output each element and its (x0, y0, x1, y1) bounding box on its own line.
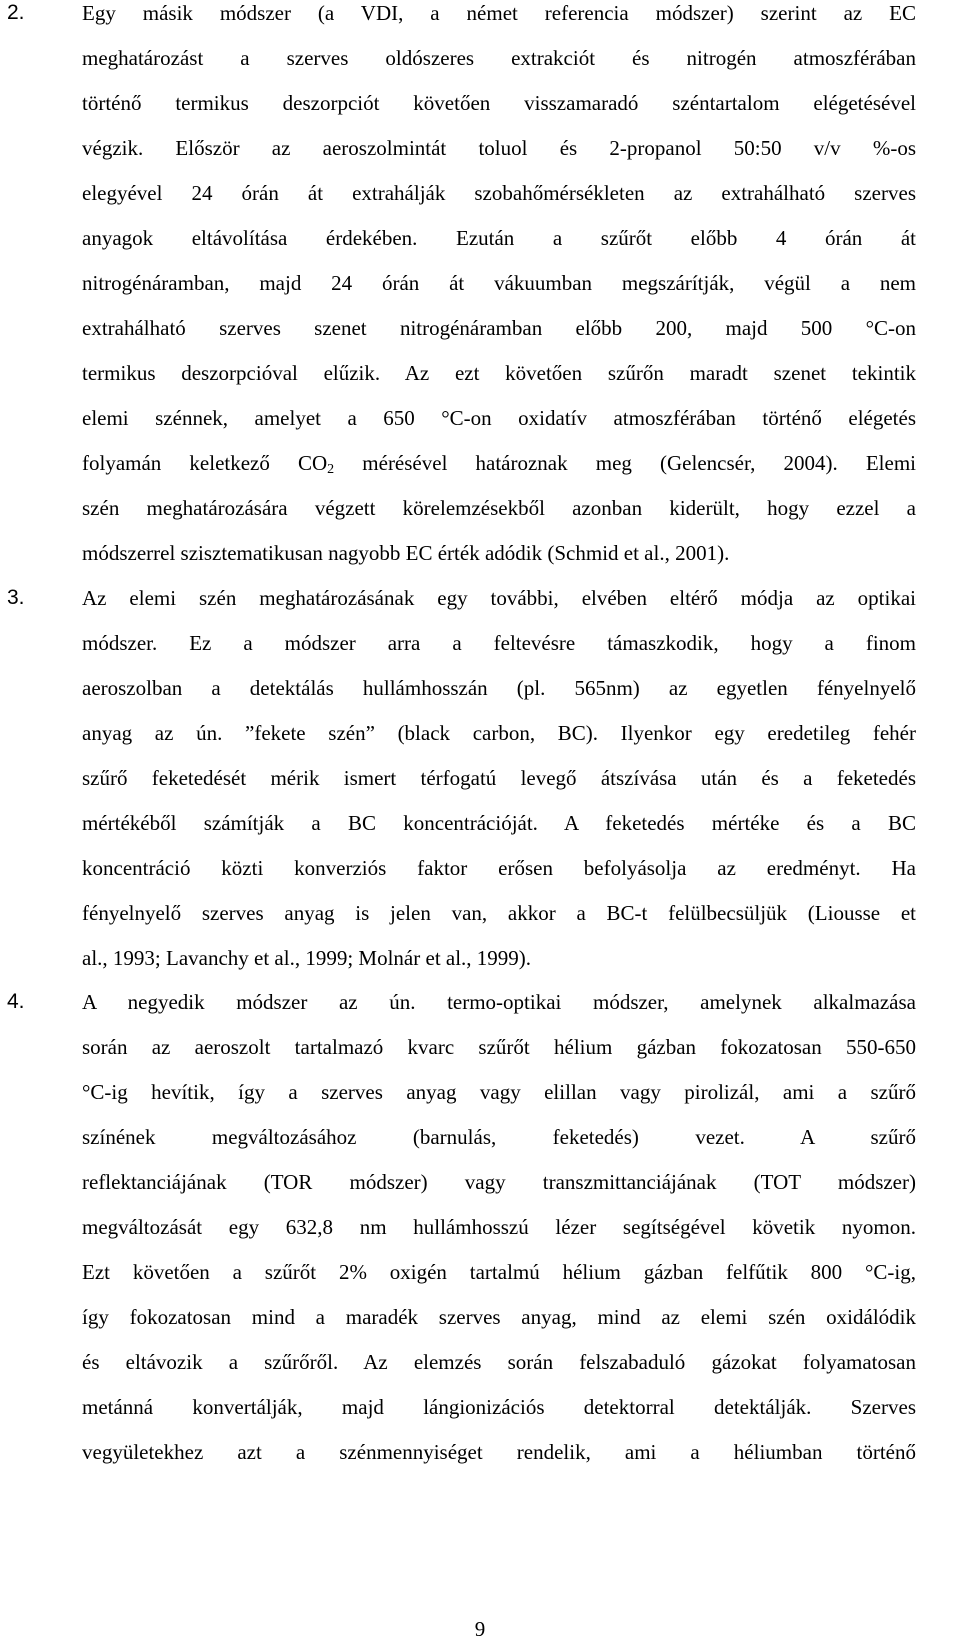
subscript: 2 (327, 462, 335, 477)
text-line: Ezt követően a szűrőt 2% oxigén tartalmú hélium gázban felfűtik 800 °C-ig, (82, 1260, 916, 1284)
text-line: °C-ig hevítik, így a szerves anyag vagy elillan vagy pirolizál, ami a szűrő (82, 1080, 916, 1104)
text-line: Az elemi szén meghatározásának egy további, elvében eltérő módja az optikai (82, 586, 916, 610)
text-line: metánná konvertálják, majd lángionizációs detektorral detektálják. Szerves (82, 1395, 916, 1419)
text-line-part: folyamán keletkező CO (82, 451, 328, 475)
text-line: A negyedik módszer az ún. termo-optikai módszer, amelynek alkalmazása (82, 990, 916, 1014)
text-line: színének megváltozásához (barnulás, feketedés) vezet. A szűrő (82, 1125, 916, 1149)
list-item-number: 3. (7, 586, 25, 609)
text-line: al., 1993; Lavanchy et al., 1999; Molnár et al., 1999). (82, 946, 532, 970)
text-line: reflektanciájának (TOR módszer) vagy transzmittanciájának (TOT módszer) (82, 1170, 916, 1194)
list-item-number: 4. (7, 990, 25, 1013)
text-line: termikus deszorpcióval elűzik. Az ezt követően szűrőn maradt szenet tekintik (82, 361, 916, 385)
text-line: és eltávozik a szűrőről. Az elemzés során felszabaduló gázokat folyamatosan (82, 1350, 916, 1374)
text-line: meghatározást a szerves oldószeres extrakciót és nitrogén atmoszférában (82, 46, 916, 70)
page-number: 9 (474, 1617, 486, 1641)
text-line: vegyületekhez azt a szénmennyiséget rendelik, ami a héliumban történő (82, 1440, 916, 1464)
text-line: anyagok eltávolítása érdekében. Ezután a szűrőt előbb 4 órán át (82, 226, 916, 250)
text-line: aeroszolban a detektálás hullámhosszán (pl. 565nm) az egyetlen fényelnyelő (82, 676, 916, 700)
text-line: extrahálható szerves szenet nitrogénáramban előbb 200, majd 500 °C-on (82, 316, 916, 340)
text-line: szén meghatározására végzett körelemzésekből azonban kiderült, hogy ezzel a (82, 496, 916, 520)
text-line: nitrogénáramban, majd 24 órán át vákuumban megszárítják, végül a nem (82, 271, 916, 295)
text-line: során az aeroszolt tartalmazó kvarc szűrőt hélium gázban fokozatosan 550-650 (82, 1035, 916, 1059)
text-line-part: mérésével határoznak meg (Gelencsér, 2004). Elemi (334, 451, 916, 475)
text-line: fényelnyelő szerves anyag is jelen van, akkor a BC-t felülbecsüljük (Liousse et (82, 901, 916, 925)
text-line: történő termikus deszorpciót követően visszamaradó széntartalom elégetésével (82, 91, 916, 115)
text-line: elemi szénnek, amelyet a 650 °C-on oxidatív atmoszférában történő elégetés (82, 406, 916, 430)
text-line: megváltozását egy 632,8 nm hullámhosszú lézer segítségével követik nyomon. (82, 1215, 916, 1239)
text-line (82, 440, 916, 486)
text-line: módszer. Ez a módszer arra a feltevésre támaszkodik, hogy a finom (82, 631, 916, 655)
text-line: anyag az ún. ”fekete szén” (black carbon, BC). Ilyenkor egy eredetileg fehér (82, 721, 916, 745)
text-line: így fokozatosan mind a maradék szerves anyag, mind az elemi szén oxidálódik (82, 1305, 916, 1329)
text-line: végzik. Először az aeroszolmintát toluol és 2-propanol 50:50 v/v %-os (82, 136, 916, 160)
text-line: elegyével 24 órán át extrahálják szobahőmérsékleten az extrahálható szerves (82, 181, 916, 205)
text-line: koncentráció közti konverziós faktor erősen befolyásolja az eredményt. Ha (82, 856, 916, 880)
text-line: mértékéből számítják a BC koncentrációját. A feketedés mértéke és a BC (82, 811, 916, 835)
text-line: módszerrel szisztematikusan nagyobb EC érték adódik (Schmid et al., 2001). (82, 541, 730, 565)
text-line: szűrő feketedését mérik ismert térfogatú levegő átszívása után és a feketedés (82, 766, 916, 790)
list-item-number: 2. (7, 1, 25, 24)
text-line: Egy másik módszer (a VDI, a német referencia módszer) szerint az EC (82, 1, 916, 25)
